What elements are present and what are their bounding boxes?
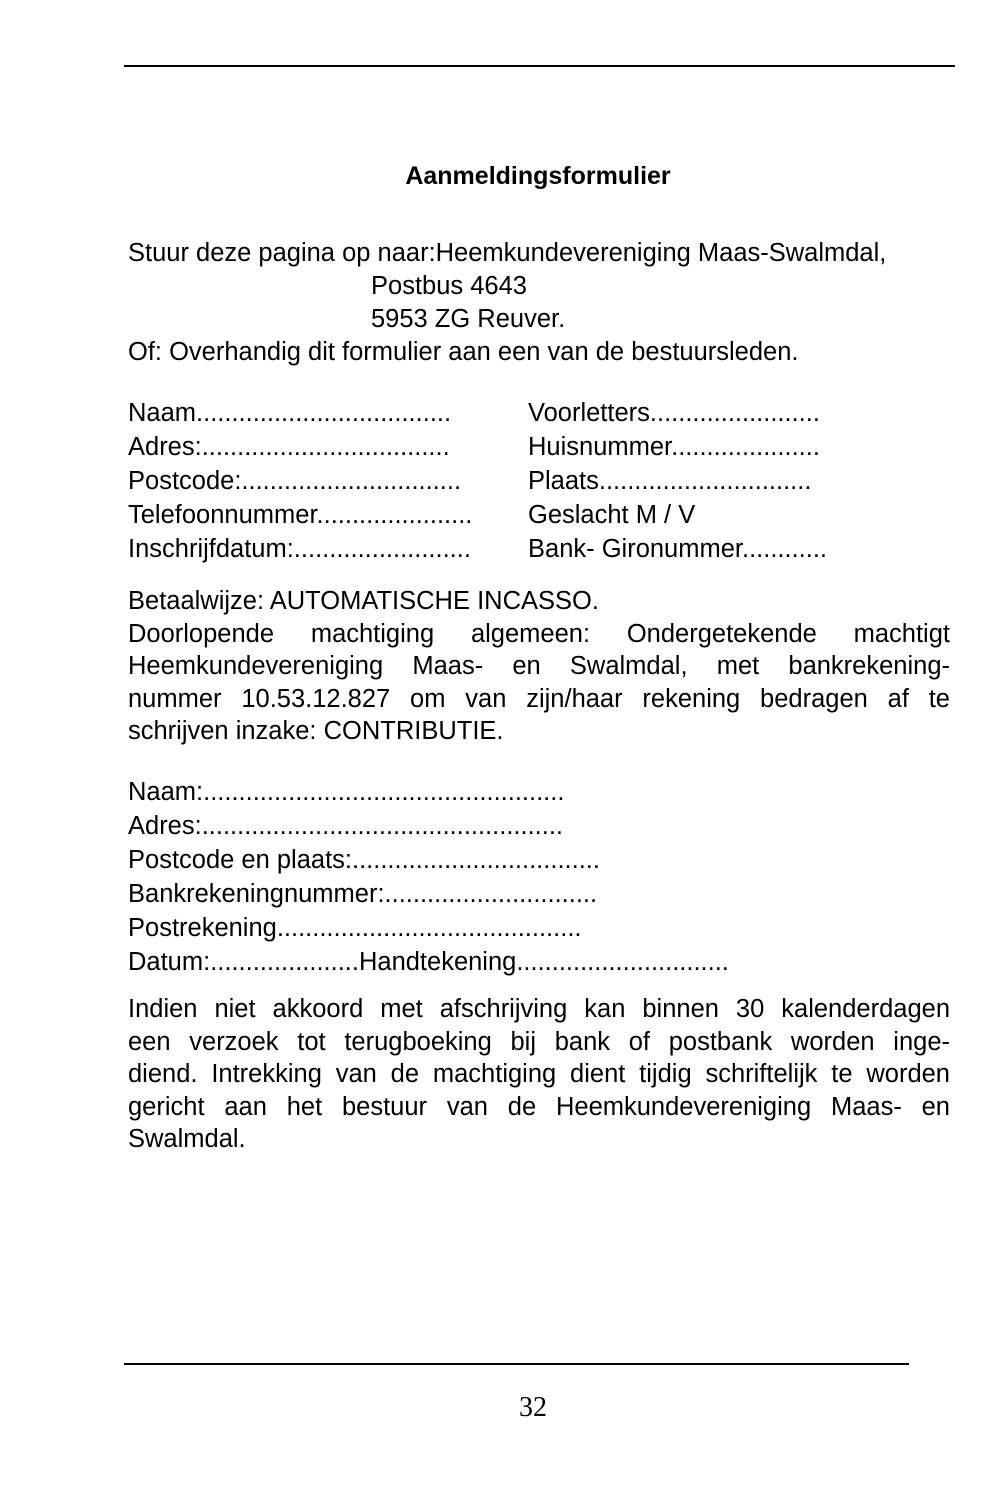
address-alternative: Of: Overhandig dit formulier aan een van de bestuursleden. [128,338,799,366]
mandate-field-bankrekeningnummer[interactable]: Bankrekeningnummer:.............................. [128,880,598,908]
notice-line: diend. Intrekking van de machtiging dient tijdig schriftelijk te worden [128,1060,950,1088]
mandate-field-adres[interactable]: Adres:................................................... [128,812,564,840]
field-inschrijfdatum[interactable]: Inschrijfdatum:......................... [128,535,471,563]
field-plaats[interactable]: Plaats.............................. [528,467,812,495]
field-voorletters[interactable]: Voorletters........................ [528,399,820,427]
notice-line: Swalmdal. [128,1125,246,1153]
form-title: Aanmeldingsformulier [405,162,671,190]
address-po-box: Postbus 4643 [371,272,527,300]
notice-line: Indien niet akkoord met afschrijving kan binnen 30 kalenderdagen [128,995,950,1023]
address-zip-city: 5953 ZG Reuver. [371,305,566,333]
member-fields [128,396,888,566]
field-geslacht[interactable]: Geslacht M / V [528,501,696,529]
payment-text-line: Heemkundevereniging Maas- en Swalmdal, met bankrekening- [128,652,950,680]
field-postcode[interactable]: Postcode:............................... [128,467,462,495]
field-naam[interactable]: Naam.................................... [128,399,452,427]
mandate-field-datum-handtekening[interactable]: Datum:.....................Handtekening.............................. [128,948,729,976]
mandate-field-postrekening[interactable]: Postrekening........................................... [128,914,582,942]
field-huisnummer[interactable]: Huisnummer..................... [528,433,820,461]
mandate-fields [128,775,888,979]
top-rule [124,65,955,67]
payment-method-line: Betaalwijze: AUTOMATISCHE INCASSO. [128,587,599,615]
mandate-field-naam[interactable]: Naam:................................................... [128,778,565,806]
field-telefoonnummer[interactable]: Telefoonnummer...................... [128,501,473,529]
field-adres[interactable]: Adres:................................... [128,433,450,461]
payment-paragraph [128,585,950,748]
notice-paragraph [128,993,950,1156]
notice-line: gericht aan het bestuur van de Heemkundevereniging Maas- en [128,1092,950,1121]
payment-text-line: nummer 10.53.12.827 om van zijn/haar rekening bedragen af te [128,684,950,713]
address-intro: Stuur deze pagina op naar:Heemkundevereniging Maas-Swalmdal, [128,239,887,267]
bottom-rule [124,1363,909,1365]
field-bank-gironummer[interactable]: Bank- Gironummer............ [528,535,828,563]
payment-text-line: Doorlopende machtiging algemeen: Ondergetekende machtigt [128,619,950,648]
mandate-field-postcode-plaats[interactable]: Postcode en plaats:................................... [128,846,600,874]
notice-line: een verzoek tot terugboeking bij bank of postbank worden inge- [128,1027,950,1056]
page-number: 32 [519,1392,547,1423]
payment-text-line: schrijven inzake: CONTRIBUTIE. [128,717,504,745]
